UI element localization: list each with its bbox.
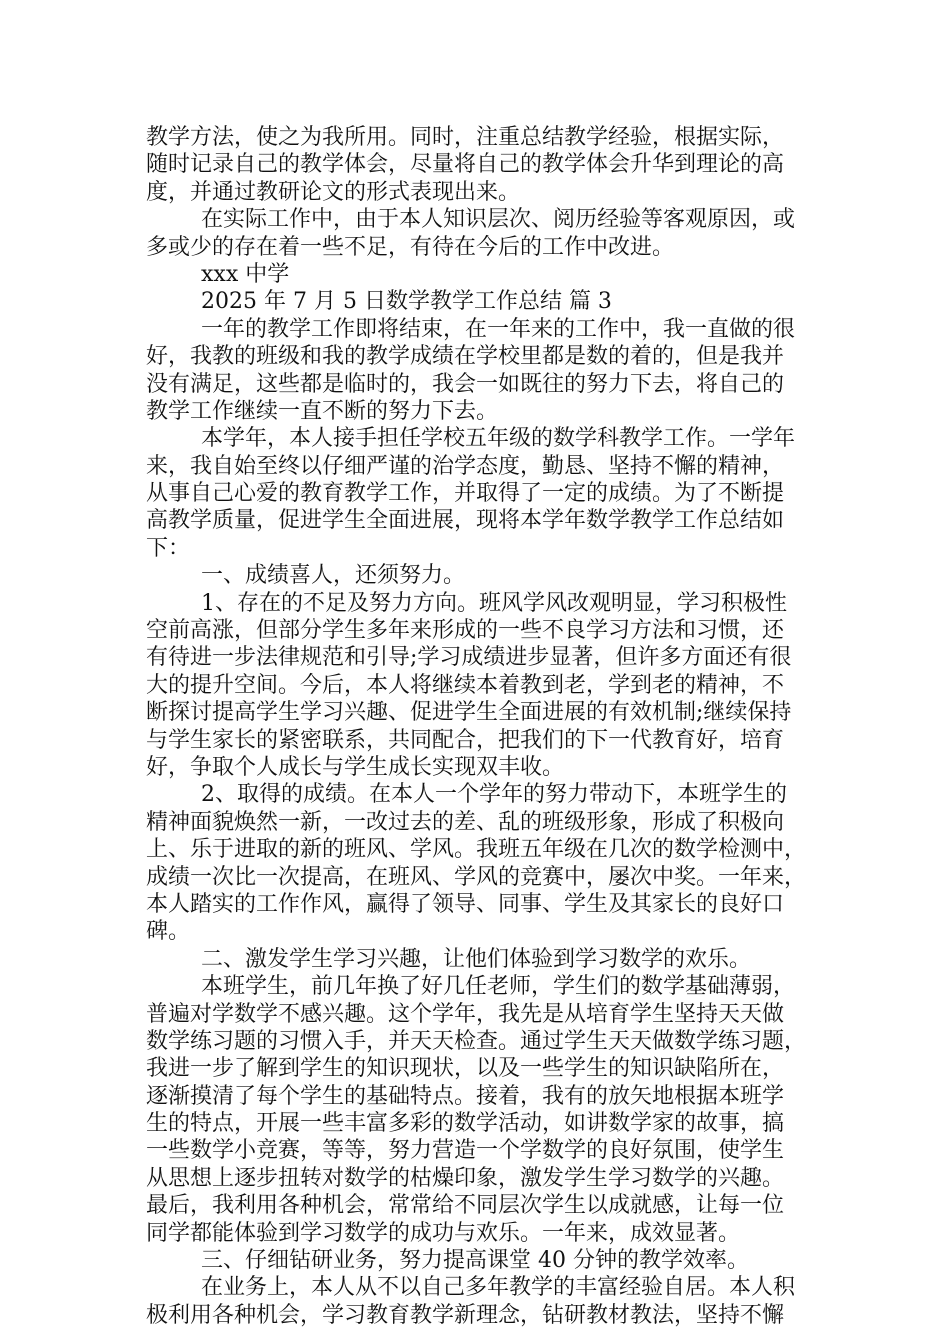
document-line: 成绩一次比一次提高，在班风、学风的竞赛中，屡次中奖。一年来， xyxy=(146,864,807,890)
document-line: 碑。 xyxy=(146,919,191,945)
document-line: 上、乐于进取的新的班风、学风。我班五年级在几次的数学检测中， xyxy=(146,837,807,863)
document-line: 2025 年 7 月 5 日数学教学工作总结 篇 3 xyxy=(201,289,612,315)
document-line: 在实际工作中，由于本人知识层次、阅历经验等客观原因，或 xyxy=(201,207,796,233)
document-line: 有待进一步法律规范和引导;学习成绩进步显著，但许多方面还有很 xyxy=(146,645,792,671)
document-line: 好，争取个人成长与学生成长实现双丰收。 xyxy=(146,754,565,780)
document-line: 多或少的存在着一些不足，有待在今后的工作中改进。 xyxy=(146,234,675,260)
document-line: 来，我自始至终以仔细严谨的治学态度，勤恳、坚持不懈的精神， xyxy=(146,453,785,479)
document-line: 好，我教的班级和我的教学成绩在学校里都是数的着的，但是我并 xyxy=(146,344,785,370)
document-line: 一、成绩喜人，还须努力。 xyxy=(201,563,466,589)
document-line: 二、激发学生学习兴趣，让他们体验到学习数学的欢乐。 xyxy=(201,946,752,972)
document-line: 教学方法，使之为我所用。同时，注重总结教学经验，根据实际， xyxy=(146,125,785,150)
document-line: 与学生家长的紧密联系，共同配合，把我们的下一代教育好，培育 xyxy=(146,727,785,753)
document-line: 数学练习题的习惯入手，并天天检查。通过学生天天做数学练习题， xyxy=(146,1028,807,1054)
document-line: xxx 中学 xyxy=(201,261,290,287)
document-line: 2、取得的成绩。在本人一个学年的努力带动下，本班学生的 xyxy=(201,782,787,808)
document-line: 没有满足，这些都是临时的，我会一如既往的努力下去，将自己的 xyxy=(146,371,785,397)
document-line: 高教学质量，促进学生全面进展，现将本学年数学教学工作总结如 xyxy=(146,508,785,534)
document-line: 逐渐摸清了每个学生的基础特点。接着，我有的放矢地根据本班学 xyxy=(146,1083,785,1109)
document-line: 同学都能体验到学习数学的成功与欢乐。一年来，成效显著。 xyxy=(146,1220,741,1246)
document-line: 一年的教学工作即将结束，在一年来的工作中，我一直做的很 xyxy=(201,316,796,342)
document-line: 普遍对学数学不感兴趣。这个学年，我先是从培育学生坚持天天做 xyxy=(146,1001,785,1027)
document-line: 空前高涨，但部分学生多年来形成的一些不良学习方法和习惯，还 xyxy=(146,618,785,644)
document-line: 最后，我利用各种机会，常常给不同层次学生以成就感，让每一位 xyxy=(146,1193,785,1219)
document-line: 教学工作继续一直不断的努力下去。 xyxy=(146,398,499,424)
document-line: 本人踏实的工作作风，赢得了领导、同事、学生及其家长的良好口 xyxy=(146,891,785,917)
document-line: 大的提升空间。今后，本人将继续本着教到老，学到老的精神，不 xyxy=(146,672,785,698)
document-line: 从思想上逐步扭转对数学的枯燥印象，激发学生学习数学的兴趣。 xyxy=(146,1165,785,1191)
document-line: 我进一步了解到学生的知识现状，以及一些学生的知识缺陷所在， xyxy=(146,1056,785,1082)
document-body xyxy=(146,124,806,1329)
document-line: 本班学生，前几年换了好几任老师，学生们的数学基础薄弱， xyxy=(201,974,796,1000)
document-line: 极利用各种机会，学习教育教学新理念，钻研教材教法，坚持不懈 xyxy=(146,1302,785,1328)
document-line: 生的特点，开展一些丰富多彩的数学活动，如讲数学家的故事，搞 xyxy=(146,1111,785,1137)
document-line: 在业务上，本人从不以自己多年教学的丰富经验自居。本人积 xyxy=(201,1275,796,1301)
document-line: 度，并通过教研论文的形式表现出来。 xyxy=(146,179,521,205)
document-line: 本学年，本人接手担任学校五年级的数学科教学工作。一学年 xyxy=(201,426,796,452)
document-line: 三、仔细钻研业务，努力提高课堂 40 分钟的教学效率。 xyxy=(201,1248,749,1274)
document-line: 一些数学小竞赛，等等，努力营造一个学数学的良好氛围，使学生 xyxy=(146,1138,785,1164)
document-line: 断探讨提高学生学习兴趣、促进学生全面进展的有效机制;继续保持 xyxy=(146,700,792,726)
document-line: 1、存在的不足及努力方向。班风学风改观明显，学习积极性 xyxy=(201,590,787,616)
document-line: 精神面貌焕然一新，一改过去的差、乱的班级形象，形成了积极向 xyxy=(146,809,785,835)
document-line: 下： xyxy=(146,535,191,561)
document-line: 从事自己心爱的教育教学工作，并取得了一定的成绩。为了不断提 xyxy=(146,481,785,507)
document-line: 随时记录自己的教学体会，尽量将自己的教学体会升华到理论的高 xyxy=(146,152,785,178)
